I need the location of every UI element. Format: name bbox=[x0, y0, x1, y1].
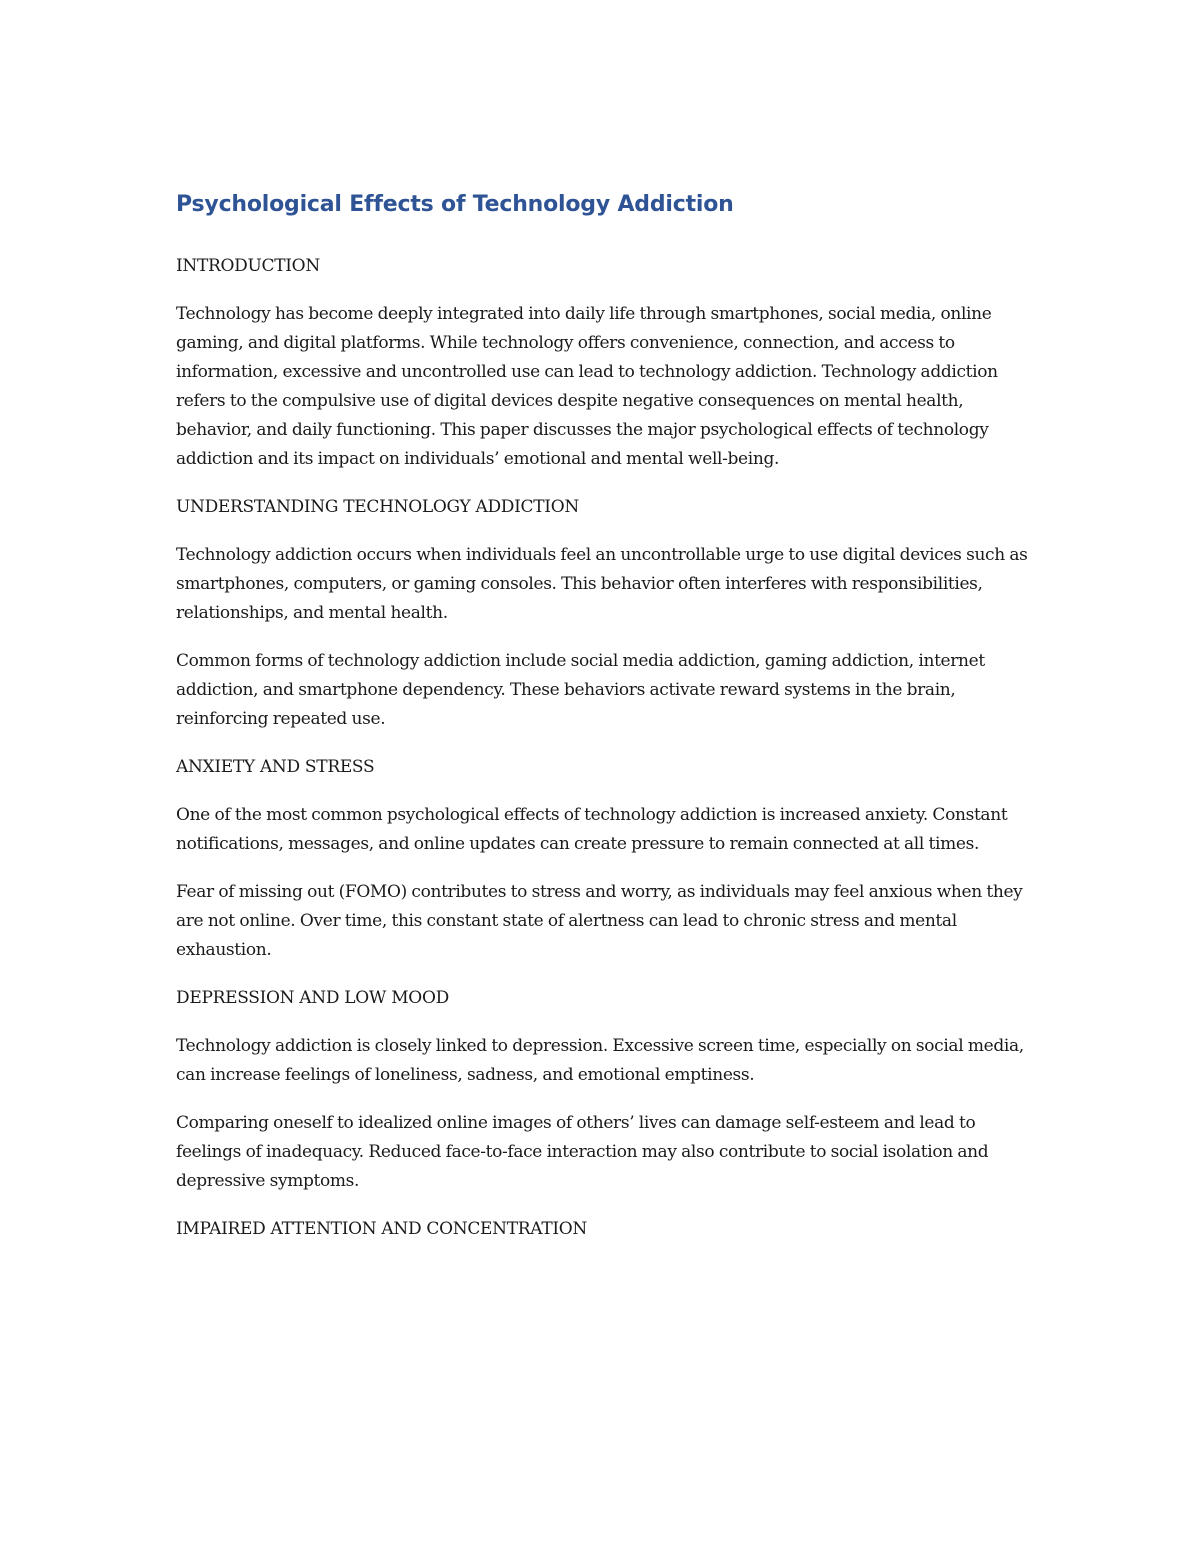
section-heading: IMPAIRED ATTENTION AND CONCENTRATION bbox=[176, 1219, 587, 1239]
document-body bbox=[176, 188, 1036, 1263]
document-title: Psychological Effects of Technology Addiction bbox=[176, 192, 734, 217]
paragraph: Technology addiction occurs when individuals feel an uncontrollable urge to use digital devices such as smartphones, computers, or gaming consoles. This behavior often interferes with responsibilities, relationships, and mental health. bbox=[176, 545, 1028, 623]
paragraph: Comparing oneself to idealized online images of others’ lives can damage self-esteem and lead to feelings of inadequacy. Reduced face-to-face interaction may also contribute to social isolation and depressive symptoms. bbox=[176, 1113, 989, 1191]
paragraph: Technology addiction is closely linked to depression. Excessive screen time, especially on social media, can increase feelings of loneliness, sadness, and emotional emptiness. bbox=[176, 1036, 1024, 1085]
section-heading: ANXIETY AND STRESS bbox=[176, 757, 375, 777]
section-heading: UNDERSTANDING TECHNOLOGY ADDICTION bbox=[176, 497, 579, 517]
section-heading: INTRODUCTION bbox=[176, 256, 320, 276]
section-heading: DEPRESSION AND LOW MOOD bbox=[176, 988, 449, 1008]
paragraph: One of the most common psychological effects of technology addiction is increased anxiety. Constant notifications, messages, and online updates can create pressure to remain connected at all times. bbox=[176, 805, 1008, 854]
paragraph: Common forms of technology addiction include social media addiction, gaming addiction, internet addiction, and smartphone dependency. These behaviors activate reward systems in the brain, reinforcing repeated use. bbox=[176, 651, 985, 729]
section-depression-and-low-mood bbox=[176, 984, 1036, 1196]
paragraph: Technology has become deeply integrated into daily life through smartphones, social media, online gaming, and digital platforms. While technology offers convenience, connection, and access to information, excessive and uncontrolled use can lead to technology addiction. Technology addiction refers to the compulsive use of digital devices despite negative consequences on mental health, behavior, and daily functioning. This paper discusses the major psychological effects of technology addiction and its impact on individuals’ emotional and mental well-being. bbox=[176, 304, 998, 469]
section-impaired-attention bbox=[176, 1215, 1036, 1244]
section-understanding-technology-addiction bbox=[176, 493, 1036, 734]
paragraph: Fear of missing out (FOMO) contributes to stress and worry, as individuals may feel anxious when they are not online. Over time, this constant state of alertness can lead to chronic stress and mental exhaustion. bbox=[176, 882, 1023, 960]
section-introduction bbox=[176, 252, 1036, 474]
section-anxiety-and-stress bbox=[176, 753, 1036, 965]
